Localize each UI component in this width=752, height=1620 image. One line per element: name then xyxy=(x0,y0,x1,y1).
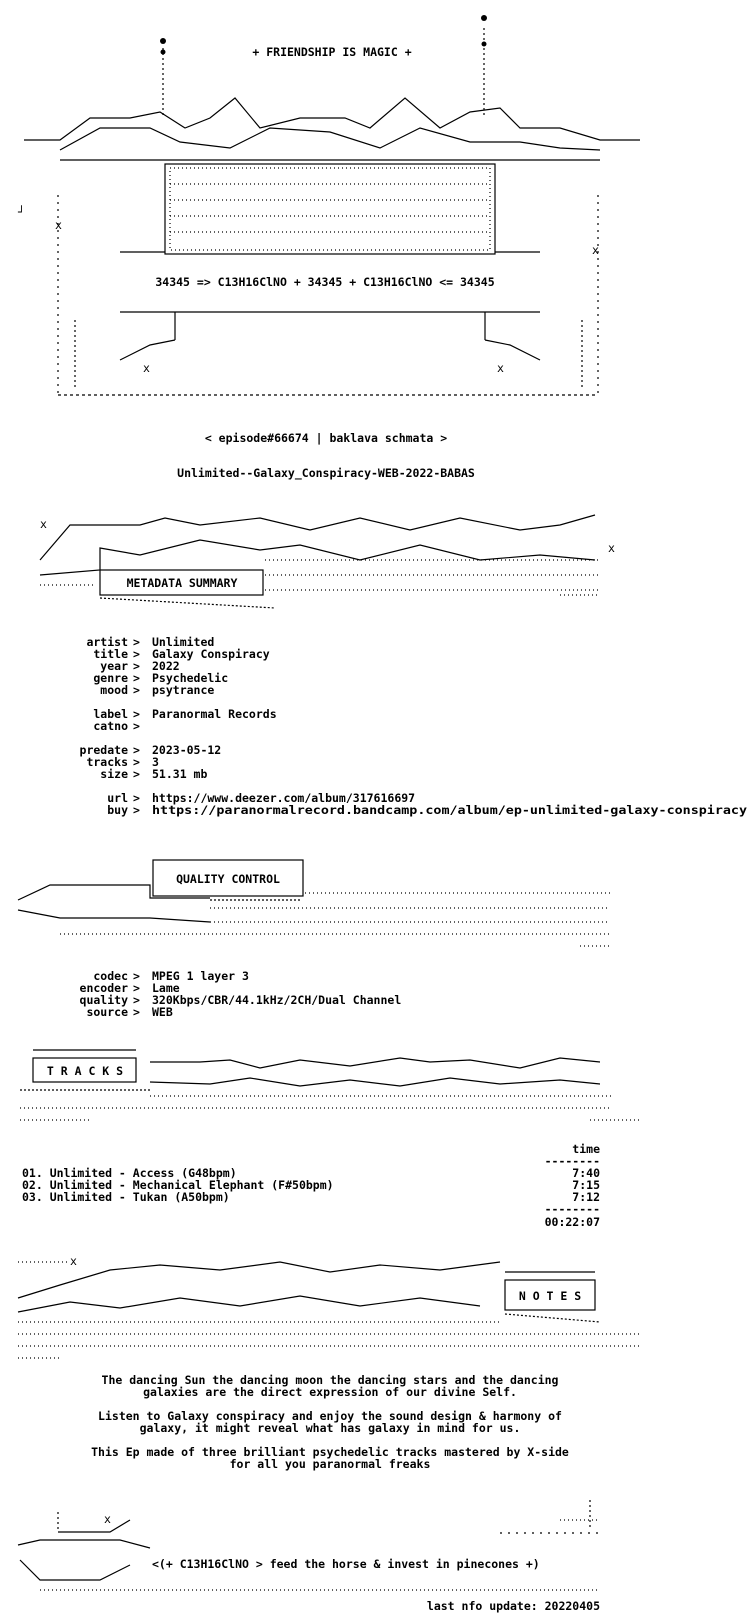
meta-sep: > xyxy=(133,767,140,781)
formula-line: 34345 => C13H16ClNO + 34345 + C13H16ClNO <= 34345 xyxy=(155,275,495,289)
track-row: 03. Unlimited - Tukan (A50bpm) xyxy=(22,1190,230,1204)
notes-line: galaxies are the direct expression of our divine Self. xyxy=(143,1385,517,1399)
meta-sep: > xyxy=(133,755,140,769)
meta-sep: > xyxy=(133,647,140,661)
notes-banner-art xyxy=(18,1262,640,1358)
meta-key: year xyxy=(100,659,128,673)
cross-mark: x xyxy=(497,361,504,375)
meta-value: Unlimited xyxy=(152,635,215,649)
quality-value: Lame xyxy=(152,981,180,995)
time-divider: -------- xyxy=(544,1202,600,1216)
track-time: 7:15 xyxy=(572,1178,600,1192)
meta-sep: > xyxy=(133,659,140,673)
notes-heading: N O T E S xyxy=(518,1289,582,1303)
meta-value: 2022 xyxy=(152,659,180,673)
release-name: Unlimited--Galaxy_Conspiracy-WEB-2022-BABAS xyxy=(177,466,475,480)
total-time: 00:22:07 xyxy=(544,1215,600,1229)
meta-key: mood xyxy=(100,683,128,697)
meta-key: tracks xyxy=(86,755,128,769)
tracks-heading: T R A C K S xyxy=(46,1064,124,1078)
cross-mark: x xyxy=(104,1512,111,1526)
quality-banner-art xyxy=(18,860,612,946)
metadata-list xyxy=(80,635,748,817)
buy-url-value[interactable]: https://paranormalrecord.bandcamp.com/album/ep-unlimited-galaxy-conspiracy xyxy=(152,803,748,817)
meta-key: predate xyxy=(79,743,128,757)
meta-sep: > xyxy=(133,743,140,757)
meta-value: Psychedelic xyxy=(152,671,229,685)
quality-value: 320Kbps/CBR/44.1kHz/2CH/Dual Channel xyxy=(152,993,402,1007)
metadata-banner-art xyxy=(40,515,600,608)
notes-line: Listen to Galaxy conspiracy and enjoy the sound design & harmony of xyxy=(98,1409,562,1423)
notes-line: This Ep made of three brilliant psychedelic tracks mastered by X-side xyxy=(91,1445,569,1459)
cross-mark: x xyxy=(143,361,150,375)
track-time: 7:40 xyxy=(572,1166,600,1180)
quality-list xyxy=(80,969,402,1019)
time-divider: -------- xyxy=(544,1154,600,1168)
meta-value: Galaxy Conspiracy xyxy=(152,647,270,661)
quality-heading: QUALITY CONTROL xyxy=(176,872,280,886)
time-header: time xyxy=(572,1142,600,1156)
track-time: 7:12 xyxy=(572,1190,600,1204)
meta-sep: > xyxy=(133,683,140,697)
meta-value: 3 xyxy=(152,755,159,769)
meta-sep: > xyxy=(133,803,140,817)
notes-line: for all you paranormal freaks xyxy=(229,1457,431,1471)
metadata-heading: METADATA SUMMARY xyxy=(126,576,238,590)
cross-mark: x xyxy=(40,517,47,531)
meta-key: url xyxy=(107,791,128,805)
cross-mark: x xyxy=(70,1254,77,1268)
header-title: + FRIENDSHIP IS MAGIC + xyxy=(252,45,412,59)
track-row: 02. Unlimited - Mechanical Elephant (F#50bpm) xyxy=(22,1178,334,1192)
notes-text xyxy=(91,1373,569,1471)
quality-sep: > xyxy=(133,969,140,983)
meta-sep: > xyxy=(133,719,140,733)
meta-key: title xyxy=(93,647,128,661)
meta-sep: > xyxy=(133,671,140,685)
meta-sep: > xyxy=(133,791,140,805)
notes-line: galaxy, it might reveal what has galaxy in mind for us. xyxy=(139,1421,521,1435)
quality-key: codec xyxy=(93,969,128,983)
meta-key: artist xyxy=(86,635,128,649)
url-value[interactable]: https://www.deezer.com/album/317616697 xyxy=(152,791,416,805)
footer-slogan: <(+ C13H16ClNO > feed the horse & invest in pinecones +) xyxy=(152,1557,540,1571)
track-row: 01. Unlimited - Access (G48bpm) xyxy=(22,1166,237,1180)
last-update: last nfo update: 20220405 xyxy=(426,1599,600,1613)
tracks-banner-art xyxy=(20,1050,640,1120)
meta-key: size xyxy=(100,767,128,781)
header-castle-art xyxy=(24,15,640,395)
cross-mark: x xyxy=(608,541,615,555)
notes-line: The dancing Sun the dancing moon the dancing stars and the dancing xyxy=(101,1373,559,1387)
quality-key: encoder xyxy=(79,981,128,995)
meta-value: Paranormal Records xyxy=(152,707,277,721)
left-marker: ┘ xyxy=(18,205,25,219)
meta-key: genre xyxy=(93,671,128,685)
quality-value: MPEG 1 layer 3 xyxy=(152,969,249,983)
meta-value: psytrance xyxy=(152,683,215,697)
quality-key: quality xyxy=(79,993,128,1007)
episode-line: < episode#66674 | baklava schmata > xyxy=(204,431,448,445)
quality-value: WEB xyxy=(152,1005,173,1019)
meta-key: catno xyxy=(93,719,128,733)
meta-sep: > xyxy=(133,707,140,721)
meta-key: buy xyxy=(107,803,128,817)
meta-value: 51.31 mb xyxy=(152,767,208,781)
meta-value: 2023-05-12 xyxy=(152,743,222,757)
quality-sep: > xyxy=(133,993,140,1007)
quality-key: source xyxy=(86,1005,128,1019)
quality-sep: > xyxy=(133,981,140,995)
cross-mark: x xyxy=(55,218,62,232)
cross-mark: x xyxy=(592,243,599,257)
meta-key: label xyxy=(93,707,128,721)
meta-sep: > xyxy=(133,635,140,649)
quality-sep: > xyxy=(133,1005,140,1019)
track-list xyxy=(22,1142,600,1229)
